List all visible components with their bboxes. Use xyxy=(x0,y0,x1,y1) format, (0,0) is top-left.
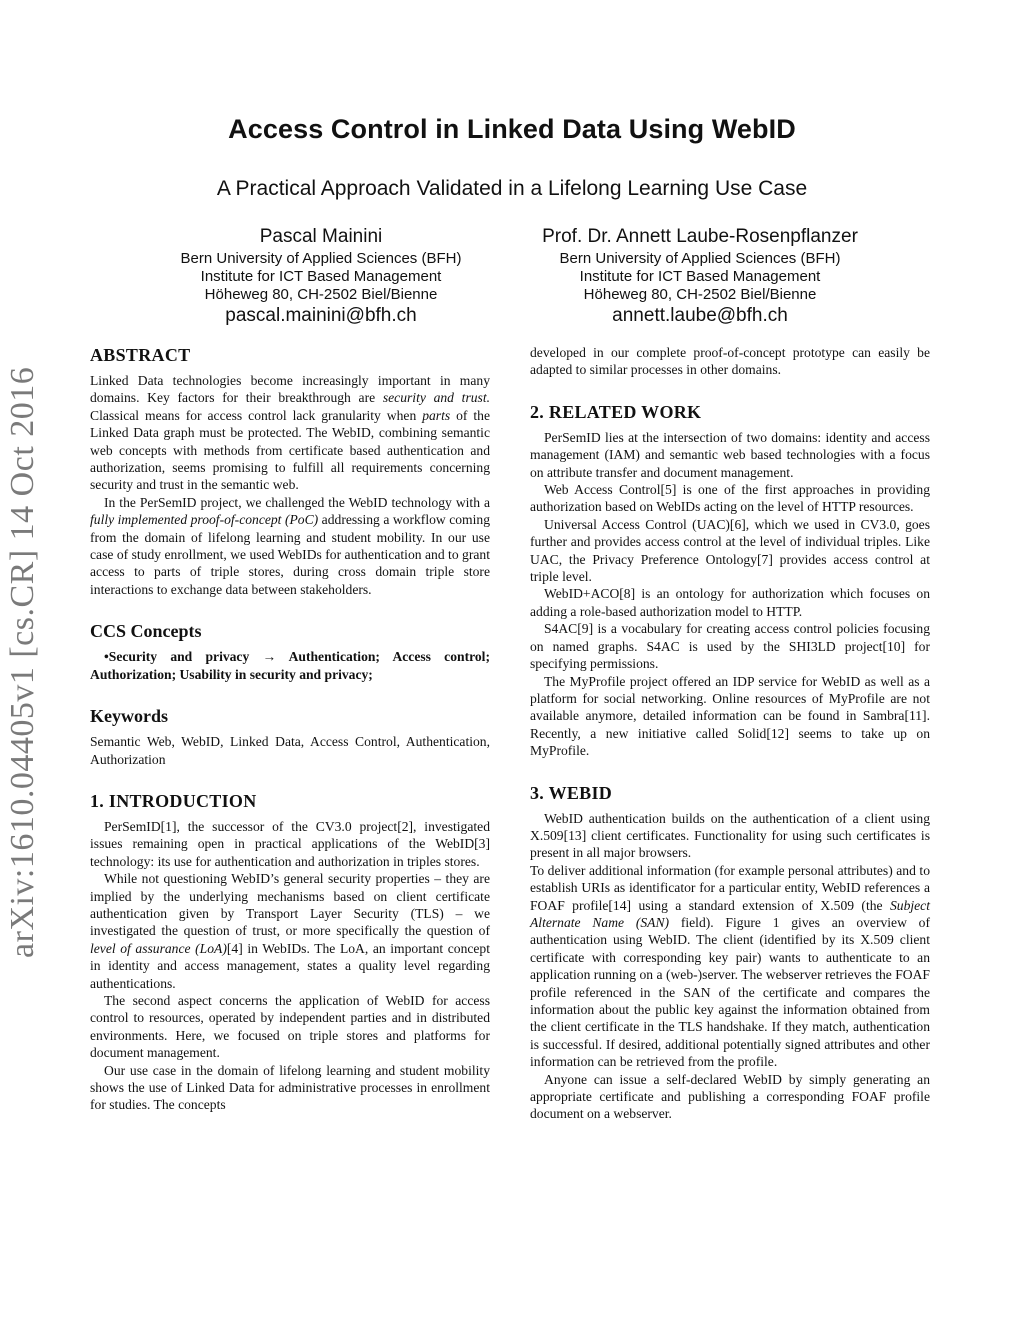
author-email: annett.laube@bfh.ch xyxy=(612,305,788,326)
abstract-heading: ABSTRACT xyxy=(90,345,191,365)
related-work-paragraph: S4AC[9] is a vocabulary for creating access control policies focusing on named graphs. S4AC is used by the SHI3LD project[10] for specifying permissions. xyxy=(530,621,930,672)
arxiv-stamp: arXiv:1610.04405v1 [cs.CR] 14 Oct 2016 xyxy=(4,366,41,958)
related-work-paragraph: Universal Access Control (UAC)[6], which we used in CV3.0, goes further and provides access control at the level of individual triples. Like UAC, the Privacy Preference Ontology[7] provides access control at triple level. xyxy=(530,516,930,585)
author-institute: Institute for ICT Based Management xyxy=(579,268,821,285)
introduction-paragraph-continued: developed in our complete proof-of-concept prototype can easily be adapted to similar processes in other domains. xyxy=(530,345,930,378)
introduction-paragraph: PerSemID[1], the successor of the CV3.0 project[2], investigated issues remaining open in practical applications of the WebID[3] technology: its use for authentication and authorization in triples stores. xyxy=(90,818,490,869)
related-work-paragraph: WebID+ACO[8] is an ontology for authorization which focuses on adding a role-based authorization model to HTTP. xyxy=(530,586,930,619)
author-affiliation: Bern University of Applied Sciences (BFH) xyxy=(180,250,462,267)
webid-heading: 3. WEBID xyxy=(530,782,613,803)
webid-paragraph: WebID authentication builds on the authentication of a client using X.509[13] client certificates. Functionality for using such certificates is present in all major browsers. xyxy=(530,810,930,861)
webid-paragraph: Anyone can issue a self-declared WebID by simply generating an appropriate certificate and publishing a corresponding FOAF profile document on a webserver. xyxy=(530,1071,930,1122)
related-work-paragraph: The MyProfile project offered an IDP service for WebID as well as a platform for social networking. Online resources of MyProfile are not available anymore, detailed information can be found in Sambra[11]. Recently, a new initiative called Solid[12] seems to take up on MyProfile. xyxy=(530,673,930,759)
author-address: Höheweg 80, CH-2502 Biel/Bienne xyxy=(204,286,438,303)
keywords-text: Semantic Web, WebID, Linked Data, Access Control, Authentication, Authorization xyxy=(90,734,490,767)
author-institute: Institute for ICT Based Management xyxy=(200,268,442,285)
right-column xyxy=(530,344,930,1123)
introduction-heading: 1. INTRODUCTION xyxy=(90,790,257,811)
webid-paragraph: To deliver additional information (for example personal attributes) and to establish URIs as identificator for a particular entity, WebID references a FOAF profile[14] using a standard extension of X.509 (the Subject Alternate Name (SAN) field). Figure 1 gives an overview of authentication using WebID. The client (identified by its X.509 client certificate with corresponding key pair) wants to authenticate to an application running on a (web-)server. The webserver retrieves the FOAF profile referenced in the SAN of the certificate and compares the information about the public key against the information obtained from the client certificate in the TLS handshake. If they match, authentication is successful. If desired, additional potentially signed attributes and other information can be retrieved from the profile. xyxy=(530,862,930,1070)
paper-title: Access Control in Linked Data Using WebID xyxy=(228,114,796,144)
abstract-paragraph: Linked Data technologies become increasingly important in many domains. Key factors for their breakthrough are security and trust. Classical means for access control lack granularity when parts of the Linked Data graph must be protected. The WebID, combining semantic web concepts with methods from certificate based authentication and authorization, seems promising to fulfill all requirements concerning security and trust in the semantic web. xyxy=(90,373,490,493)
author-affiliation: Bern University of Applied Sciences (BFH) xyxy=(559,250,841,267)
author-address: Höheweg 80, CH-2502 Biel/Bienne xyxy=(583,286,817,303)
left-column xyxy=(90,344,490,1114)
author-block xyxy=(500,226,900,327)
ccs-concepts-text: •Security and privacy → Authentication; Access control; Authorization; Usability in security and privacy; xyxy=(90,649,490,682)
ccs-heading: CCS Concepts xyxy=(90,621,202,642)
related-work-heading: 2. RELATED WORK xyxy=(530,401,702,422)
author-name: Prof. Dr. Annett Laube-Rosenpflanzer xyxy=(542,226,858,247)
introduction-paragraph: While not questioning WebID’s general security properties – they are implied by the underlying mechanisms based on client certificate authentication given by Transport Layer Security (TLS) – we investigated the question of trust, or more specifically the question of level of assurance (LoA)[4] in WebIDs. The LoA, an important concept in identity and access management, states a quality level regarding authentications. xyxy=(90,871,491,991)
paper-subtitle: A Practical Approach Validated in a Lifelong Learning Use Case xyxy=(216,177,808,200)
related-work-paragraph: PerSemID lies at the intersection of two domains: identity and access management (IAM) and semantic web based technologies with a focus on attribute transfer and document management. xyxy=(530,429,930,480)
introduction-paragraph: Our use case in the domain of lifelong learning and student mobility shows the use of Linked Data for administrative processes in enrollment for studies. The concepts xyxy=(90,1062,490,1113)
abstract-paragraph: In the PerSemID project, we challenged the WebID technology with a fully implemented proof-of-concept (PoC) addressing a workflow coming from the domain of lifelong learning and student mobility. In our use case of study enrollment, we used WebIDs for authentication and to grant access to parts of triple stores, during cross domain triple store interactions to exchange data between stakeholders. xyxy=(90,494,490,597)
introduction-paragraph: The second aspect concerns the application of WebID for access control to resources, operated by independent parties and in distributed environments. Here, we focused on triple stores and platforms for document management. xyxy=(90,992,490,1061)
author-name: Pascal Mainini xyxy=(259,226,383,247)
author-block xyxy=(121,226,521,327)
keywords-heading: Keywords xyxy=(90,706,168,727)
author-email: pascal.mainini@bfh.ch xyxy=(225,305,417,326)
related-work-paragraph: Web Access Control[5] is one of the first approaches in providing authorization based on WebIDs acting on the level of HTTP resources. xyxy=(530,482,930,515)
